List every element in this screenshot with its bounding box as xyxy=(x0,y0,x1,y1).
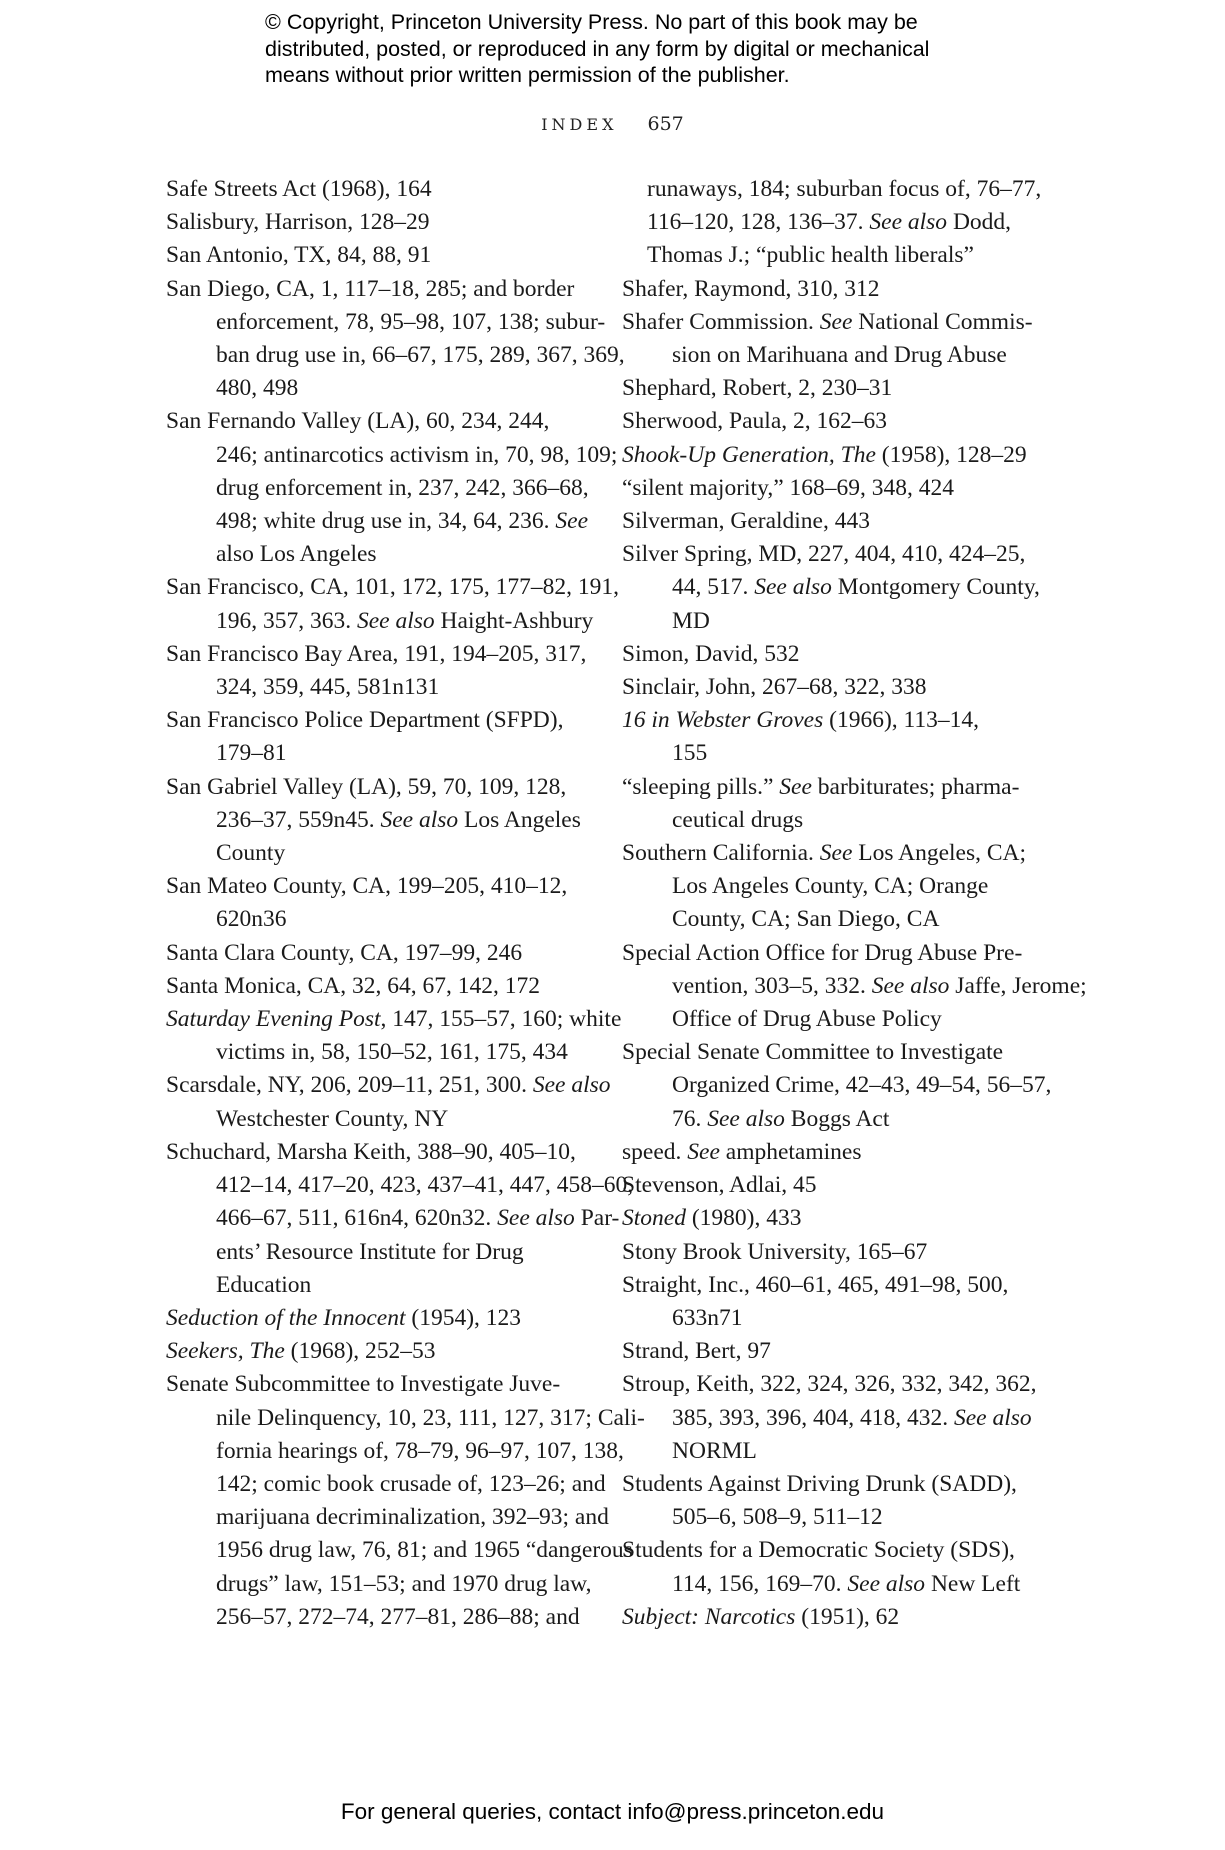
index-entry-line: speed. See amphetamines xyxy=(622,1138,862,1165)
index-entry-line: 114, 156, 169–70. See also New Left xyxy=(672,1570,1021,1597)
index-entry xyxy=(622,704,1042,770)
index-entry xyxy=(166,1003,622,1069)
index-entry-line: San Antonio, TX, 84, 88, 91 xyxy=(166,242,432,269)
index-entry xyxy=(166,1069,611,1135)
index-entry-line: 1956 drug law, 76, 81; and 1965 “dangerous xyxy=(216,1537,633,1564)
index-entry-line: 196, 357, 363. See also Haight-Ashbury xyxy=(216,607,594,634)
index-entry xyxy=(622,439,1042,472)
index-entry-line: 76. See also Boggs Act xyxy=(672,1105,890,1132)
index-entry-line: 385, 393, 396, 404, 418, 432. See also xyxy=(672,1404,1032,1431)
index-entry-line: MD xyxy=(672,607,710,634)
index-entry-line: drug enforcement in, 237, 242, 366–68, xyxy=(216,474,589,501)
index-entry-line: Stevenson, Adlai, 45 xyxy=(622,1172,817,1199)
index-entry-line: Students Against Driving Drunk (SADD), xyxy=(622,1470,1017,1497)
index-entry-line: Shafer, Raymond, 310, 312 xyxy=(622,275,880,302)
index-entry xyxy=(166,937,586,970)
index-entry xyxy=(622,1136,1042,1169)
index-entry-line: ents’ Resource Institute for Drug xyxy=(216,1238,524,1265)
index-entry-line: 155 xyxy=(672,740,708,767)
index-entry-line: 466–67, 511, 616n4, 620n32. See also Par- xyxy=(216,1205,620,1232)
index-entry-line: 116–120, 128, 136–37. See also Dodd, xyxy=(647,209,1012,236)
copyright-line: means without prior written permission of the publisher. xyxy=(265,63,790,87)
index-entry-line: Southern California. See Los Angeles, CA; xyxy=(622,840,1027,867)
index-entry-line: Stony Brook University, 165–67 xyxy=(622,1238,928,1265)
index-entry-line: also Los Angeles xyxy=(216,541,377,568)
index-entry-line: Sinclair, John, 267–68, 322, 338 xyxy=(622,674,927,701)
index-entry-line: Thomas J.; “public health liberals” xyxy=(647,242,974,269)
index-entry-line: 179–81 xyxy=(216,740,287,767)
index-entry xyxy=(166,1302,586,1335)
index-entry-line: County, CA; San Diego, CA xyxy=(672,906,940,933)
index-entry xyxy=(166,1368,645,1634)
running-head-title: INDEX xyxy=(541,115,618,134)
copyright-line: © Copyright, Princeton University Press. No part of this book may be xyxy=(265,10,918,34)
page-number: 657 xyxy=(647,113,684,135)
index-entry xyxy=(622,1335,1042,1368)
index-entry-line: victims in, 58, 150–52, 161, 175, 434 xyxy=(216,1039,568,1066)
index-entry-line: Silver Spring, MD, 227, 404, 410, 424–25, xyxy=(622,541,1026,568)
index-entry xyxy=(622,372,1042,405)
index-entry-line: “sleeping pills.” See barbiturates; pharma- xyxy=(622,773,1020,800)
index-entry-line: ceutical drugs xyxy=(672,806,804,833)
index-entry xyxy=(622,405,1042,438)
index-entry-line: Office of Drug Abuse Policy xyxy=(672,1006,942,1033)
index-entry-line: enforcement, 78, 95–98, 107, 138; subur- xyxy=(216,308,606,335)
index-entry xyxy=(166,1136,634,1302)
index-entry xyxy=(166,571,620,637)
index-entry-line: San Francisco, CA, 101, 172, 175, 177–82, 191, xyxy=(166,574,620,601)
index-entry-line: Santa Clara County, CA, 197–99, 246 xyxy=(166,939,523,966)
index-entry xyxy=(622,937,1087,1037)
index-column-right xyxy=(622,173,1087,1634)
index-entry xyxy=(166,239,586,272)
index-entry xyxy=(622,671,1042,704)
index-entry xyxy=(166,970,586,1003)
index-entry-line: Silverman, Geraldine, 443 xyxy=(622,508,870,535)
index-entry-line: San Fernando Valley (LA), 60, 234, 244, xyxy=(166,408,550,435)
index-entry xyxy=(166,273,625,406)
index-entry xyxy=(622,472,1042,505)
index-entry-line: 246; antinarcotics activism in, 70, 98, 109; xyxy=(216,441,618,468)
index-entry-line: 505–6, 508–9, 511–12 xyxy=(672,1504,883,1531)
index-column-left xyxy=(166,173,645,1634)
index-entry xyxy=(622,1236,1042,1269)
index-entry-line: Seekers, The (1968), 252–53 xyxy=(166,1338,436,1365)
index-entry xyxy=(622,273,1042,306)
index-entry xyxy=(166,771,586,871)
index-entry-line: Stoned (1980), 433 xyxy=(622,1205,802,1232)
index-entry-line: 633n71 xyxy=(672,1304,743,1331)
index-entry xyxy=(622,837,1042,937)
index-entry-line: 620n36 xyxy=(216,906,287,933)
index-entry xyxy=(622,1601,1042,1634)
index-entry-line: nile Delinquency, 10, 23, 111, 127, 317; Cali- xyxy=(216,1404,645,1431)
index-entry-line: San Mateo County, CA, 199–205, 410–12, xyxy=(166,873,568,900)
copyright-notice xyxy=(265,9,1025,89)
index-entry xyxy=(622,505,1042,538)
index-entry xyxy=(166,638,586,704)
index-entry xyxy=(166,173,586,206)
index-entry-line: Simon, David, 532 xyxy=(622,640,800,667)
index-entry-line: sion on Marihuana and Drug Abuse xyxy=(672,342,1007,369)
index-entry-line: Senate Subcommittee to Investigate Juve- xyxy=(166,1371,561,1398)
index-entry-line: Seduction of the Innocent (1954), 123 xyxy=(166,1304,522,1331)
index-entry xyxy=(622,1368,1042,1468)
index-entry-line: 44, 517. See also Montgomery County, xyxy=(672,574,1040,601)
index-entry-line: marijuana decriminalization, 392–93; and xyxy=(216,1504,609,1531)
index-entry-line: NORML xyxy=(672,1437,757,1464)
index-entry xyxy=(622,306,1042,372)
index-entry xyxy=(622,771,1042,837)
index-entry-line: Westchester County, NY xyxy=(216,1105,449,1132)
index-entry xyxy=(166,405,618,571)
index-entry-line: Straight, Inc., 460–61, 465, 491–98, 500, xyxy=(622,1271,1009,1298)
index-entry-line: drugs” law, 151–53; and 1970 drug law, xyxy=(216,1570,592,1597)
index-entry xyxy=(166,870,586,936)
index-entry-line: Scarsdale, NY, 206, 209–11, 251, 300. See also xyxy=(166,1072,611,1099)
index-entry-line: fornia hearings of, 78–79, 96–97, 107, 138, xyxy=(216,1437,624,1464)
index-entry-line: “silent majority,” 168–69, 348, 424 xyxy=(622,474,954,501)
index-entry-line: Subject: Narcotics (1951), 62 xyxy=(622,1603,900,1630)
index-entry-line: San Gabriel Valley (LA), 59, 70, 109, 128, xyxy=(166,773,567,800)
index-entry-continuation xyxy=(622,173,1042,273)
index-entry xyxy=(166,1335,586,1368)
index-entry xyxy=(622,1269,1042,1335)
index-entry-line: 498; white drug use in, 34, 64, 236. See xyxy=(216,508,589,535)
index-entry-line: 16 in Webster Groves (1966), 113–14, xyxy=(622,707,980,734)
index-entry-line: Shook-Up Generation, The (1958), 128–29 xyxy=(622,441,1027,468)
index-entry-line: 324, 359, 445, 581n131 xyxy=(216,674,440,701)
index-entry-line: 142; comic book crusade of, 123–26; and xyxy=(216,1470,606,1497)
index-entry-line: 480, 498 xyxy=(216,375,299,402)
index-entry-line: Salisbury, Harrison, 128–29 xyxy=(166,209,430,236)
index-entry xyxy=(622,1036,1052,1136)
index-entry-line: Shephard, Robert, 2, 230–31 xyxy=(622,375,893,402)
index-entry-line: ban drug use in, 66–67, 175, 289, 367, 369, xyxy=(216,342,625,369)
index-entry-line: Sherwood, Paula, 2, 162–63 xyxy=(622,408,888,435)
copyright-line: distributed, posted, or reproduced in any form by digital or mechanical xyxy=(265,36,930,61)
index-entry-line: Strand, Bert, 97 xyxy=(622,1338,771,1365)
index-entry xyxy=(622,538,1042,638)
index-entry xyxy=(622,638,1042,671)
index-entry xyxy=(622,1468,1042,1534)
index-entry-line: Santa Monica, CA, 32, 64, 67, 142, 172 xyxy=(166,972,541,999)
index-entry-line: Stroup, Keith, 322, 324, 326, 332, 342, 362, xyxy=(622,1371,1037,1398)
running-head xyxy=(0,113,1225,135)
index-entry-line: Los Angeles County, CA; Orange xyxy=(672,873,989,900)
index-entry-line: Safe Streets Act (1968), 164 xyxy=(166,176,432,202)
index-entry-line: Students for a Democratic Society (SDS), xyxy=(622,1537,1015,1564)
index-entry-line: San Diego, CA, 1, 117–18, 285; and border xyxy=(166,275,575,302)
index-entry-line: Shafer Commission. See National Commis- xyxy=(622,308,1033,335)
index-entry-line: Special Action Office for Drug Abuse Pre- xyxy=(622,939,1023,966)
index-entry-line: Special Senate Committee to Investigate xyxy=(622,1039,1004,1066)
index-entry-line: 256–57, 272–74, 277–81, 286–88; and xyxy=(216,1603,580,1630)
index-entry-line: runaways, 184; suburban focus of, 76–77, xyxy=(647,176,1042,202)
footer-contact: For general queries, contact info@press.princeton.edu xyxy=(340,1799,885,1824)
index-entry-line: County xyxy=(216,840,286,867)
index-entry xyxy=(166,704,586,770)
index-entry-line: Organized Crime, 42–43, 49–54, 56–57, xyxy=(672,1072,1052,1099)
index-entry-line: 236–37, 559n45. See also Los Angeles xyxy=(216,806,581,833)
index-entry-line: 412–14, 417–20, 423, 437–41, 447, 458–60, xyxy=(216,1172,634,1199)
index-entry-line: Saturday Evening Post, 147, 155–57, 160; white xyxy=(166,1006,622,1033)
index-entry xyxy=(166,206,586,239)
index-entry xyxy=(622,1169,1042,1202)
index-entry xyxy=(622,1202,1042,1235)
index-entry-line: San Francisco Bay Area, 191, 194–205, 317, xyxy=(166,640,587,667)
index-entry-line: San Francisco Police Department (SFPD), xyxy=(166,707,564,734)
index-entry xyxy=(622,1534,1042,1600)
index-entry-line: Schuchard, Marsha Keith, 388–90, 405–10, xyxy=(166,1138,576,1165)
index-entry-line: vention, 303–5, 332. See also Jaffe, Jerome; xyxy=(672,972,1087,999)
index-entry-line: Education xyxy=(216,1271,312,1298)
